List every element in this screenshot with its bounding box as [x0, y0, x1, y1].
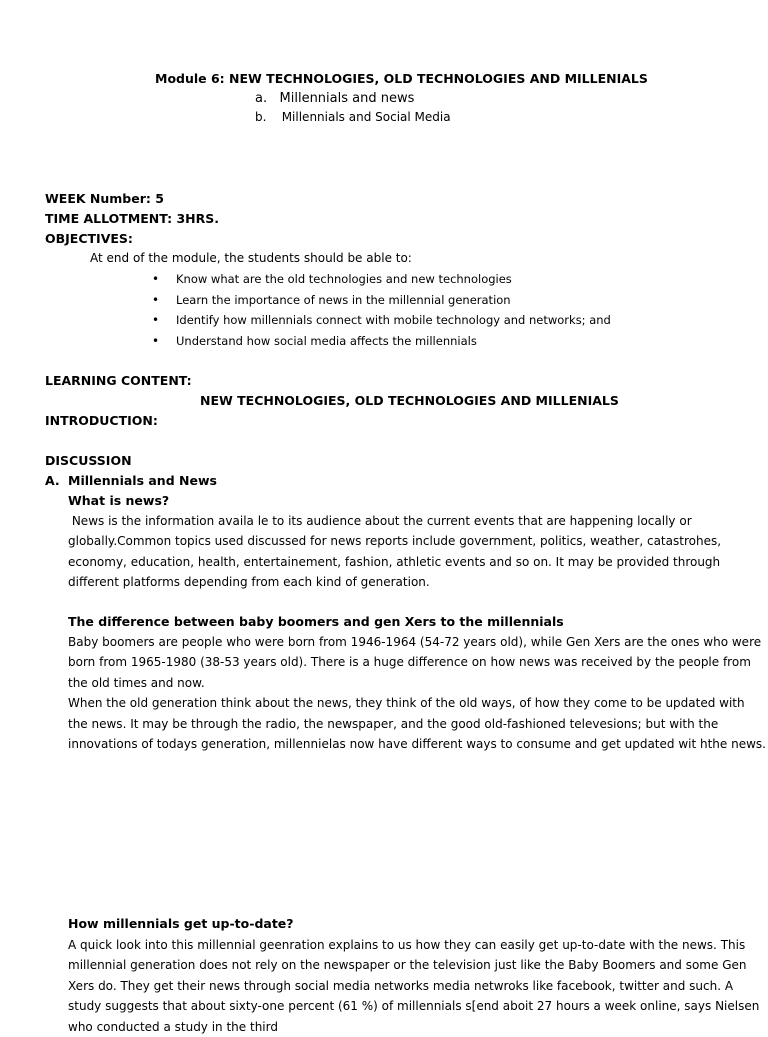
module-title: Module 6: NEW TECHNOLOGIES, OLD TECHNOLOGIES AND MILLENIALS [155, 71, 648, 86]
subtopic-b-marker: b. [255, 110, 267, 124]
question-what-is-news: What is news? [68, 493, 170, 508]
week-number: WEEK Number: 5 [45, 191, 164, 206]
introduction-label: INTRODUCTION: [45, 413, 158, 428]
subtopic-b-label: Millennials and Social Media [281, 110, 451, 124]
paragraph-what-is-news: News is the information availa le to its audience about the current events that are happening locally or globally.Common topics used discussed for news reports include government, politics, weather, catastrohes, economy, education, health, entertainement, fashion, athletic events and so on. It may be provided through different platforms depending from each kind of generation. [68, 514, 725, 590]
objective-item: • Identify how millennials connect with mobile technology and networks; and [150, 310, 611, 331]
question-generations: The difference between baby boomers and gen Xers to the millennials [68, 614, 564, 629]
paragraph-generations [68, 632, 768, 754]
objectives-label: OBJECTIVES: [45, 231, 133, 246]
content-title: NEW TECHNOLOGIES, OLD TECHNOLOGIES AND MILLENIALS [200, 393, 619, 408]
paragraph-up-to-date: A quick look into this millennial geenration explains to us how they can easily get up-to-date with the news. This millennial generation does not rely on the newspaper or the television just like the Baby Boomers and some Gen Xers do. They get their news through social media networks media netwroks like facebook, twitter and such. A study suggests that about sixty-one percent (61 %) of millennials s[end aboit 27 hours a week online, says Nielsen who conducted a study in the third [68, 938, 760, 1034]
section-a-marker: A. [45, 473, 60, 488]
objective-item: • Understand how social media affects the millennials [150, 331, 611, 352]
subtopic-a-marker: a. [255, 91, 268, 106]
module-subtopic-a [255, 91, 414, 106]
paragraph-boomers: Baby boomers are people who were born from 1946-1964 (54-72 years old), while Gen Xers are the ones who were born from 1965-1980 (38-53 years old). There is a huge difference on how news was received by the people from the old times and now. [68, 635, 762, 690]
subtopic-a-label: Millennials and news [279, 91, 415, 106]
time-allotment: TIME ALLOTMENT: 3HRS. [45, 211, 219, 226]
paragraph-old-ways: When the old generation think about the news, they think of the old ways, of how they come to be updated with the news. It may be through the radio, the newspaper, and the good old-fashioned televesions; but with the innovations of todays generation, millennielas now have different ways to consume and get updated wit hthe news. [68, 696, 766, 752]
section-a-title: Millennials and News [68, 473, 217, 488]
discussion-label: DISCUSSION [45, 453, 132, 468]
objectives-intro: At end of the module, the students should be able to: [90, 251, 412, 265]
question-up-to-date: How millennials get up-to-date? [68, 916, 294, 931]
objectives-list [150, 269, 611, 351]
learning-content-label: LEARNING CONTENT: [45, 373, 192, 388]
objective-item: • Know what are the old technologies and new technologies [150, 269, 611, 290]
module-subtopic-b [255, 110, 451, 124]
objective-item: • Learn the importance of news in the millennial generation [150, 290, 611, 311]
